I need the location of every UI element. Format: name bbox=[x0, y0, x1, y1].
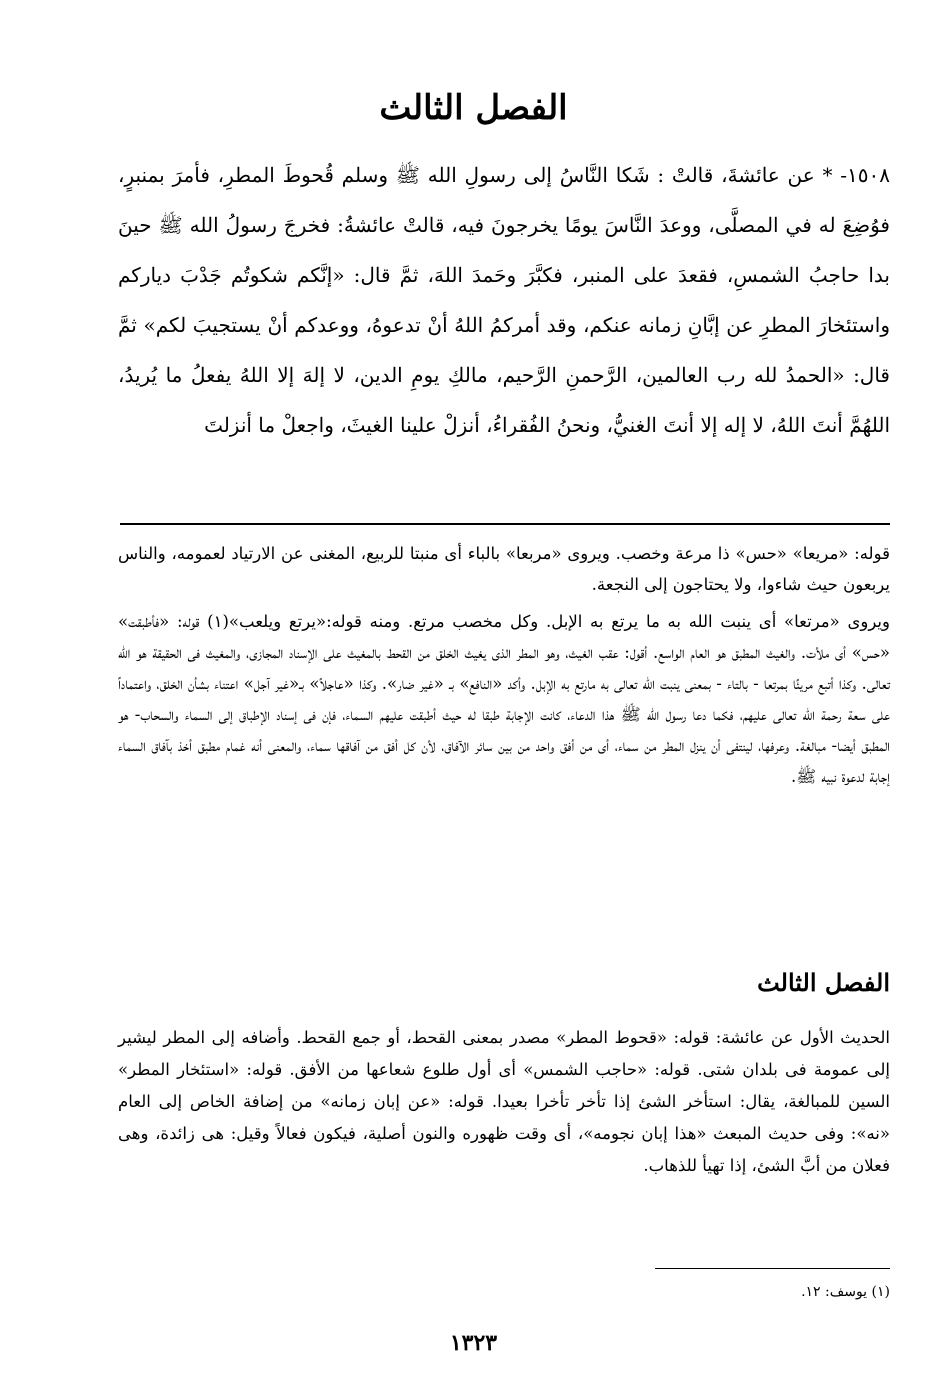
commentary-text: الحديث الأول عن عائشة: قوله: «قحوط المطر» مصدر بمعنى القحط، أو جمع القحط. وأضافه إلى المطر ليشير إلى عمومة فى بلدان شتى. قوله: «حاجب الشمس» أى أول طلوع شعاعها من الأفق. قوله: «استئخار المطر» السين للمبالغة، يقال: استأخر الشئ إذا تأخر تأخرا بعيدا. قوله: «عن إبان زمانه» من إضافة الخاص إلى العام «نه»: وفى حديث المبعث «هذا إبان نجومه»، أى وقت ظهوره والنون أصلية، فيكون فعالاً وقيل: هى زائدة، وهى فعلان من أبَّ الشئ، إذا تهيأ للذهاب. bbox=[118, 1028, 890, 1175]
chapter-title: الفصل الثالث bbox=[379, 88, 568, 128]
footnote-rule bbox=[655, 1268, 890, 1269]
note-paragraph: قوله: «مريعا» «حس» ذا مرعة وخصب. ويروى «مربعا» بالباء أى منبتا للربيع، المغنى عن الارتياد لعمومه، والناس يربعون حيث شاءوا، ولا يحتاجون إلى النجعة. bbox=[118, 544, 890, 594]
section-heading: الفصل الثالث bbox=[757, 968, 890, 997]
hadith-text: ١٥٠٨- * عن عائشةَ، قالتْ : شَكا النَّاسُ إلى رسولِ الله ﷺ وسلم قُحوطَ المطرِ، فأمرَ بمنبرٍ، فوُضِعَ له في المصلَّى، ووعدَ النَّاسَ يومًا يخرجونَ فيه، قالتْ عائشةُ: فخرجَ رسولُ الله ﷺ حينَ بدا حاجبُ الشمسِ، فقعدَ على المنبر، فكبَّرَ وحَمدَ اللهَ، ثمَّ قال: «إنَّكم شكوتُم جَدْبَ دياركم واستئخارَ المطرِ عن إبَّانِ زمانه عنكم، وقد أمركمُ اللهُ أنْ تدعوهُ، ووعدكم أنْ يستجيبَ لكم» ثمَّ قال: «الحمدُ لله رب العالمين، الرَّحمنِ الرَّحيم، مالكِ يومِ الدين، لا إلهَ إلا اللهُ يفعلُ ما يُريدُ، اللهُمَّ أنتَ اللهُ، لا إله إلا أنتَ الغنيُّ، ونحنُ الفُقراءُ، أنزلْ علينا الغيثَ، واجعلْ ما أنزلتَ bbox=[118, 163, 890, 437]
page-number: ١٣٢٣ bbox=[449, 1330, 498, 1356]
separator-rule bbox=[120, 523, 890, 525]
note-paragraph: ويروى «مرتعا» أى ينبت الله به ما يرتع به الإبل. وكل مخصب مرتع. ومنه قوله:«يرتع ويلعب»(١) قوله: «فأطبقت» «حس» أى ملأت. والغيث المطبق هو العام الواسع. أقول: عقب الغيث، وهو المطر الذى يغيث الخلق من القحط بالمغيث على الإسناد المجازى، والمغيث فى الحقيقة هو الله تعالى. وكذا أتبع مريئًا بمرتعا - بالتاء - بمعنى ينبت الله تعالى به مارتع به الإبل. وأكد «النافع» بـ «غير ضار». وكذا «عاجلاً» بـ«غير آجل» اعتناء بشأن الخلق، واعتماداً على سعة رحمة الله تعالى عليهم، فكما دعا رسول الله ﷺ هذا الدعاء، كانت الإجابة طبقا له حيث أطبقت عليهم السماء، فإن فى إسناد الإطباق إلى السماء والسحاب- هو المطبق أيضا- مبالغة. وعرفها، لينتفى أن ينزل المطر من سماء، أى من أفق واحد من بين سائر الآفاق، لأن كل أفق من آفاقها سماء، والمعنى أنه غمام مطبق أخذ بآفاق السماء إجابة لدعوة نبيه ﷺ. bbox=[118, 612, 890, 786]
footnote: (١) يوسف: ١٢. bbox=[801, 1284, 890, 1300]
notes-section bbox=[118, 538, 890, 792]
